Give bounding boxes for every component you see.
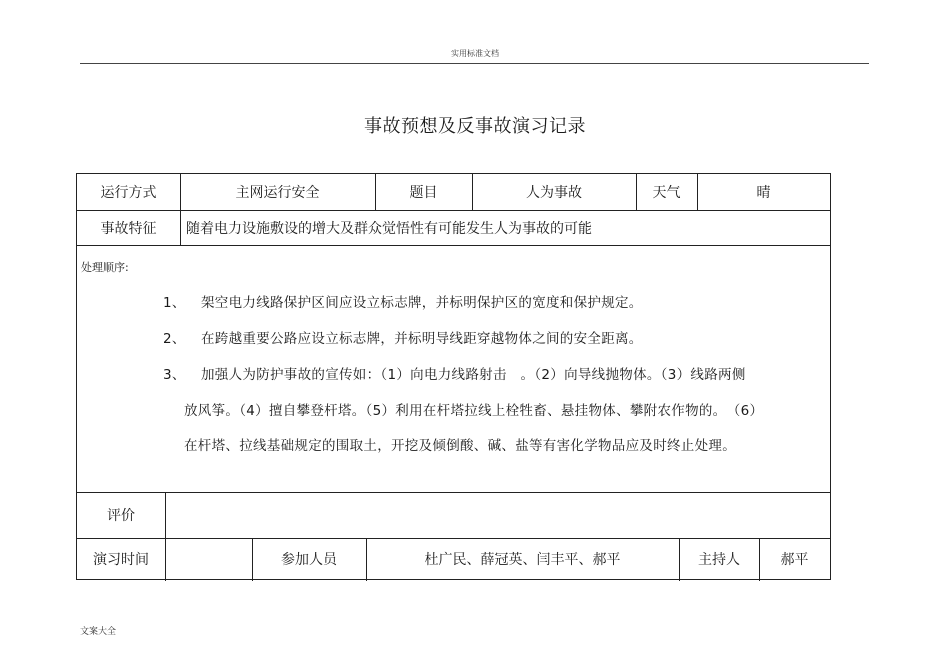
procedure-continuation: 放风筝。（4）擅自攀登杆塔。（5）利用在杆塔拉线上栓牲畜、悬挂物体、攀附农作物的。 （6） [184, 403, 764, 419]
topic-value: 人为事故 [526, 185, 582, 201]
feature-value: 随着电力设施敷设的增大及群众觉悟性有可能发生人为事故的可能 [186, 220, 592, 237]
host-label: 主持人 [698, 551, 740, 568]
document-title: 事故预想及反事故演习记录 [364, 116, 586, 137]
procedure-item-text: 架空电力线路保护区间应设立标志牌，并标明保护区的宽度和保护规定。 [201, 295, 643, 311]
row-divider [77, 245, 830, 246]
procedure-item [163, 363, 746, 383]
weather-label: 天气 [652, 185, 681, 201]
drill-time-label: 演习时间 [93, 551, 149, 568]
record-table [76, 173, 831, 580]
procedure-item-number: 1、 [163, 295, 186, 311]
evaluation-value [165, 492, 830, 538]
drill-time-value [165, 538, 252, 579]
page-header: 实用标准文档 [451, 49, 499, 58]
feature-label: 事故特征 [100, 220, 157, 237]
run-mode-label: 运行方式 [100, 185, 157, 201]
participants-value: 杜广民、薛冠英、闫丰平、郝平 [424, 551, 621, 568]
run-mode-value: 主网运行安全 [235, 185, 320, 201]
participants-label: 参加人员 [281, 551, 337, 568]
topic-label: 题目 [409, 185, 438, 201]
header-rule [80, 63, 869, 64]
procedure-item [163, 291, 643, 311]
procedure-continuation: 在杆塔、拉线基础规定的围取土，开挖及倾倒酸、碱、盐等有害化学物品应及时终止处理。 [184, 438, 736, 454]
host-value: 郝平 [780, 551, 809, 568]
procedure-label: 处理顺序: [81, 261, 129, 274]
procedure-item-number: 2、 [163, 331, 186, 347]
procedure-item-text: 加强人为防护事故的宣传如：（1）向电力线路射击 。（2）向导线抛物体。（3）线路两侧 [201, 367, 746, 383]
page-footer: 文案大全 [80, 627, 117, 637]
procedure-item-number: 3、 [163, 367, 186, 383]
procedure-item [163, 327, 643, 347]
procedure-item-text: 在跨越重要公路应设立标志牌，并标明导线距穿越物体之间的安全距离。 [201, 331, 643, 347]
weather-value: 晴 [756, 185, 771, 201]
evaluation-label: 评价 [107, 508, 135, 524]
